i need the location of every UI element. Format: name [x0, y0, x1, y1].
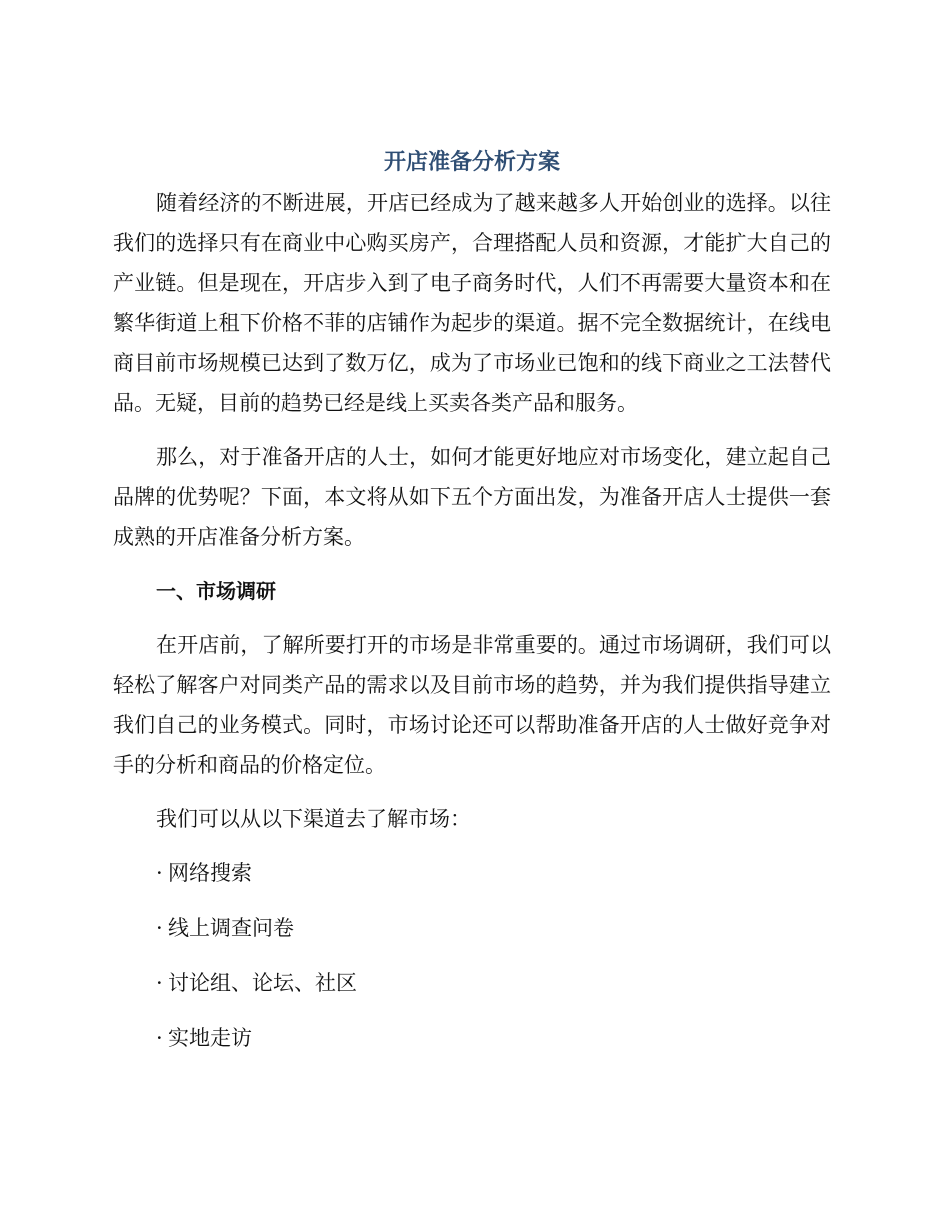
section-heading: 一、市场调研	[156, 579, 276, 603]
list-item	[113, 1018, 831, 1058]
list-item	[113, 908, 831, 948]
bullet-icon: ·	[156, 971, 163, 995]
bullet-icon: ·	[156, 1026, 163, 1050]
bullet-icon: ·	[156, 861, 163, 885]
section-paragraph: 在开店前，了解所要打开的市场是非常重要的。通过市场调研，我们可以轻松了解客户对同类产品的需求以及目前市场的趋势，并为我们提供指导建立我们自己的业务模式。同时，市场讨论还可以帮助准备开店的人士做好竞争对手的分析和商品的价格定位。	[113, 633, 831, 777]
document-page	[113, 143, 831, 1073]
list-item-label: 实地走访	[168, 1026, 252, 1050]
list-item	[113, 963, 831, 1003]
list-item-label: 讨论组、论坛、社区	[168, 971, 357, 995]
intro-paragraph: 那么，对于准备开店的人士，如何才能更好地应对市场变化，建立起自己品牌的优势呢？下面，本文将从如下五个方面出发，为准备开店人士提供一套成熟的开店准备分析方案。	[113, 445, 831, 549]
intro-paragraph: 随着经济的不断进展，开店已经成为了越来越多人开始创业的选择。以往我们的选择只有在商业中心购买房产，合理搭配人员和资源，才能扩大自己的产业链。但是现在，开店步入到了电子商务时代，人们不再需要大量资本和在繁华街道上租下价格不菲的店铺作为起步的渠道。据不完全数据统计，在线电商目前市场规模已达到了数万亿，成为了市场业已饱和的线下商业之工法替代品。无疑，目前的趋势已经是线上买卖各类产品和服务。	[113, 191, 831, 415]
document-title: 开店准备分析方案	[383, 150, 560, 175]
section-paragraph: 我们可以从以下渠道去了解市场：	[156, 807, 471, 831]
channel-list	[113, 853, 831, 1058]
list-item	[113, 853, 831, 893]
list-item-label: 线上调查问卷	[168, 916, 294, 940]
bullet-icon: ·	[156, 916, 163, 940]
list-item-label: 网络搜索	[168, 861, 252, 885]
